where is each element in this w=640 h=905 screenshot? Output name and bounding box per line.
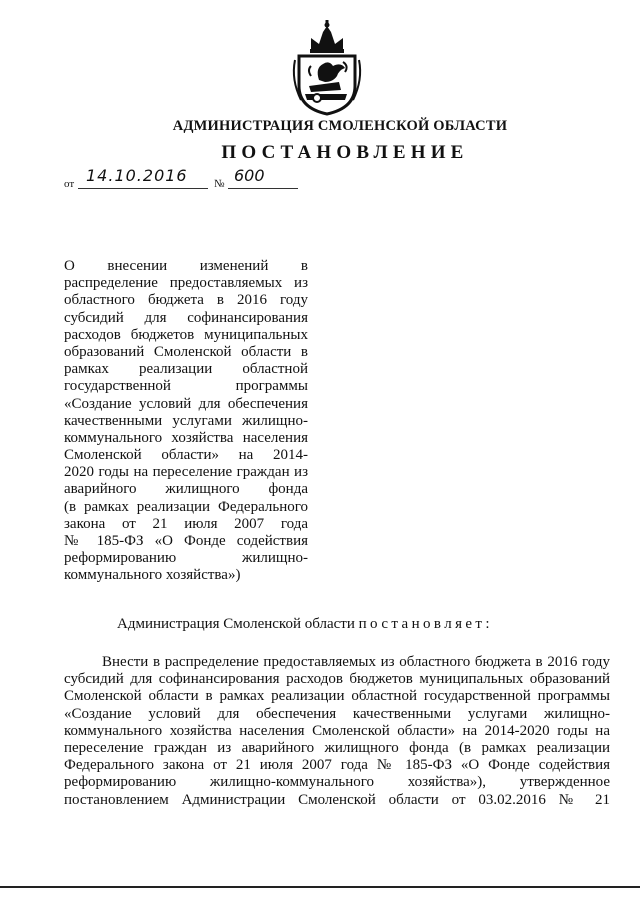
decree-intro-verb: постановляет: — [358, 616, 493, 632]
body-line: Внести в распределение предоставляемых из областного бюджета в 2016 году — [102, 654, 610, 670]
subject-line: областного бюджета в 2016 году — [64, 292, 308, 309]
subject-line: аварийного жилищного фонда — [64, 481, 308, 498]
subject-line: коммунального хозяйства населения — [64, 429, 308, 446]
subject-line: коммунального хозяйства») — [64, 567, 241, 584]
subject-line: реформированию жилищно- — [64, 550, 308, 567]
body-line: коммунального хозяйства населения Смоленской области» на 2014-2020 годы на — [64, 722, 610, 739]
subject-line: расходов бюджетов муниципальных — [64, 326, 308, 343]
body-line: Смоленской области в рамках реализации областной государственной программы — [64, 688, 610, 705]
document-date: 14.10.2016 — [86, 166, 188, 185]
body-line: «Создание условий для обеспечения качественными услугами жилищно- — [64, 705, 610, 722]
body-line: реформированию жилищно-коммунального хозяйства»), утвержденное — [64, 774, 610, 791]
subject-line: № 185-ФЗ «О Фонде содействия — [64, 533, 308, 549]
decree-body — [64, 654, 610, 809]
subject-line: государственной программы — [64, 378, 308, 395]
body-line: Федерального закона от 21 июля 2007 года № 185-ФЗ «О Фонде содействия — [64, 757, 610, 774]
subject-line: Смоленской области» на 2014- — [64, 447, 308, 464]
date-underline — [78, 188, 208, 189]
organization-name: АДМИНИСТРАЦИЯ СМОЛЕНСКОЙ ОБЛАСТИ — [172, 118, 508, 134]
document-type-title: ПОСТАНОВЛЕНИЕ — [221, 142, 469, 163]
subject-line: закона от 21 июля 2007 года — [64, 515, 308, 532]
decree-intro — [117, 616, 493, 633]
subject-line: качественными услугами жилищно- — [64, 412, 308, 429]
body-line: переселение граждан из аварийного жилищного фонда (в рамках реализации — [64, 739, 610, 756]
date-number-line — [64, 168, 304, 192]
body-line: субсидий для софинансирования расходов бюджетов муниципальных образований — [64, 671, 610, 688]
subject-line: (в рамках реализации Федерального — [64, 498, 308, 515]
body-line: постановлением Администрации Смоленской области от 03.02.2016 № 21 — [64, 791, 610, 808]
page-bottom-rule — [0, 886, 640, 888]
subject-line: О внесении изменений в — [64, 258, 308, 274]
subject-line: 2020 годы на переселение граждан из — [64, 464, 308, 481]
subject-line: субсидий для софинансирования — [64, 309, 308, 326]
subject-line: распределение предоставляемых из — [64, 275, 308, 292]
subject-line: «Создание условий для обеспечения — [64, 395, 308, 412]
document-number: 600 — [234, 166, 265, 185]
coat-of-arms-icon — [289, 20, 365, 116]
number-label: № — [214, 178, 225, 190]
decree-intro-subject: Администрация Смоленской области — [117, 616, 355, 632]
date-label: от — [64, 178, 75, 190]
document-subject — [64, 258, 308, 585]
subject-line: образований Смоленской области в — [64, 343, 308, 360]
subject-line: рамках реализации областной — [64, 361, 308, 378]
number-underline — [228, 188, 298, 189]
